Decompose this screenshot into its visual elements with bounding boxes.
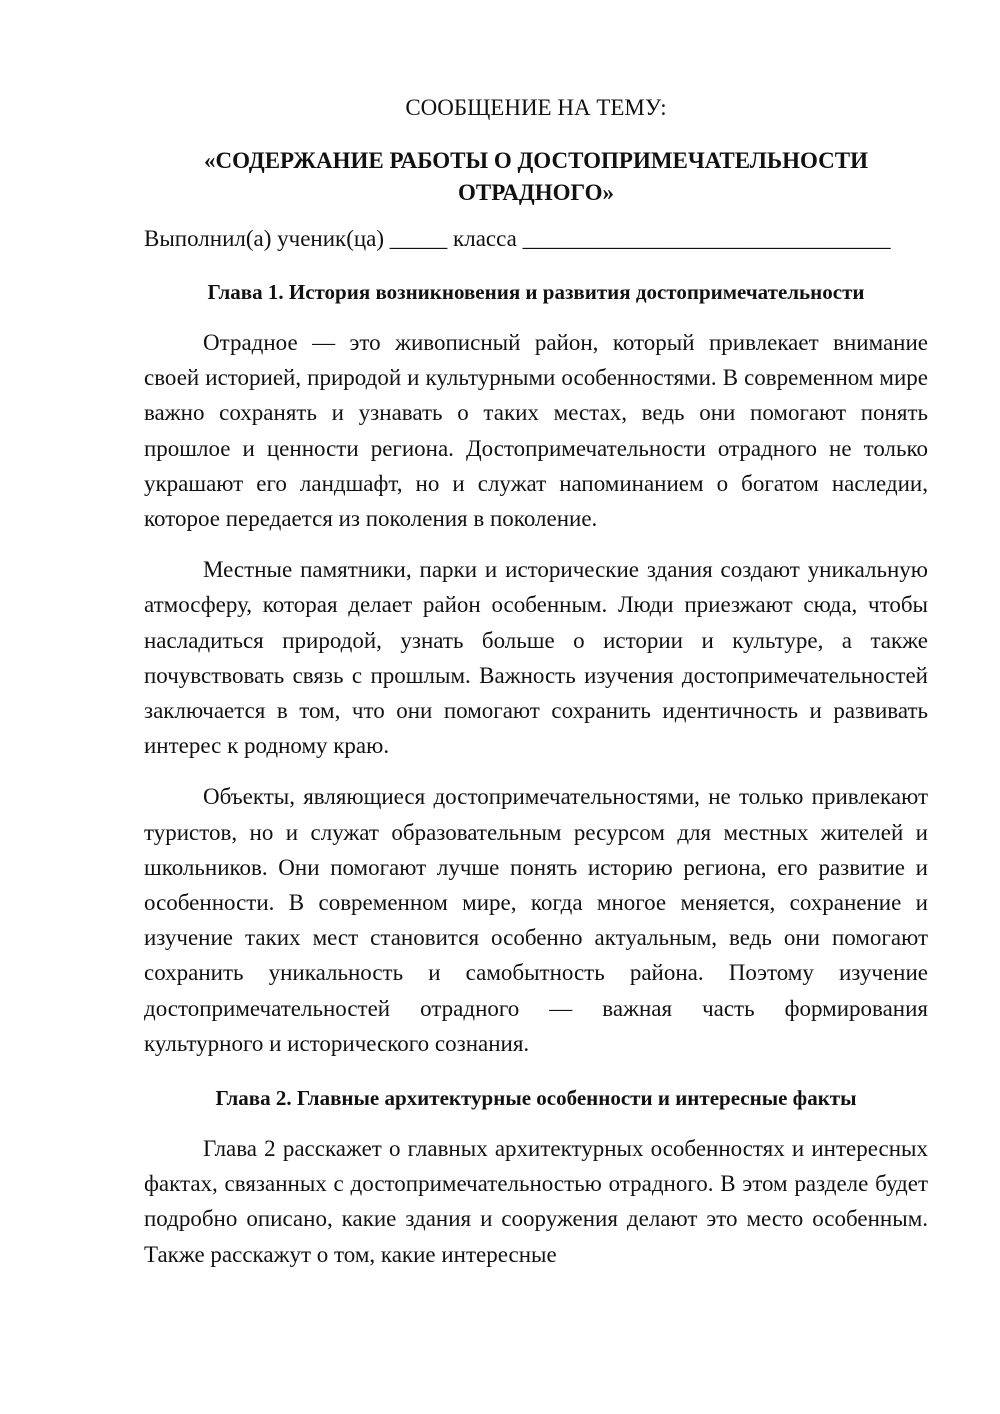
document-page [144, 92, 928, 1272]
title-line-1: «СОДЕРЖАНИЕ РАБОТЫ О ДОСТОПРИМЕЧАТЕЛЬНОСТИ [204, 148, 868, 173]
chapter-1-paragraph-2: Местные памятники, парки и исторические здания создают уникальную атмосферу, которая делает район особенным. Люди приезжают сюда, чтобы насладиться природой, узнать больше о истории и культуре, а также почувствовать связь с прошлым. Важность изучения достопримечательностей заключается в том, что они помогают сохранить идентичность и развивать интерес к родному краю. [144, 557, 928, 759]
topic-line: СООБЩЕНИЕ НА ТЕМУ: [405, 95, 667, 120]
document-title [144, 145, 928, 209]
title-line-2: ОТРАДНОГО» [457, 180, 614, 205]
chapter-2-heading: Глава 2. Главные архитектурные особенности и интересные факты [215, 1086, 857, 1111]
chapter-2-paragraph-1: Глава 2 расскажет о главных архитектурных особенностях и интересных фактах, связанных с достопримечательностью отрадного. В этом разделе будет подробно описано, какие здания и сооружения делают это место особенным. Также расскажут о том, какие интересные [144, 1136, 928, 1267]
chapter-1-paragraph-3: Объекты, являющиеся достопримечательностями, не только привлекают туристов, но и служат образовательным ресурсом для местных жителей и школьников. Они помогают лучше понять историю региона, его развитие и особенности. В современном мире, когда многое меняется, сохранение и изучение таких мест становится особенно актуальным, ведь они помогают сохранить уникальность и самобытность района. Поэтому изучение достопримечательностей отрадного — важная часть формирования культурного и исторического сознания. [144, 784, 928, 1056]
chapter-1-paragraph-1: Отрадное — это живописный район, который привлекает внимание своей историей, природой и культурными особенностями. В современном мире важно сохранять и узнавать о таких местах, ведь они помогают понять прошлое и ценности региона. Достопримечательности отрадного не только украшают его ландшафт, но и служат напоминанием о богатом наследии, которое передается из поколения в поколение. [144, 330, 928, 532]
performer-line: Выполнил(а) ученик(ца) _____ класса ________________________________ [144, 226, 891, 251]
chapter-1-heading: Глава 1. История возникновения и развития достопримечательности [207, 280, 865, 304]
